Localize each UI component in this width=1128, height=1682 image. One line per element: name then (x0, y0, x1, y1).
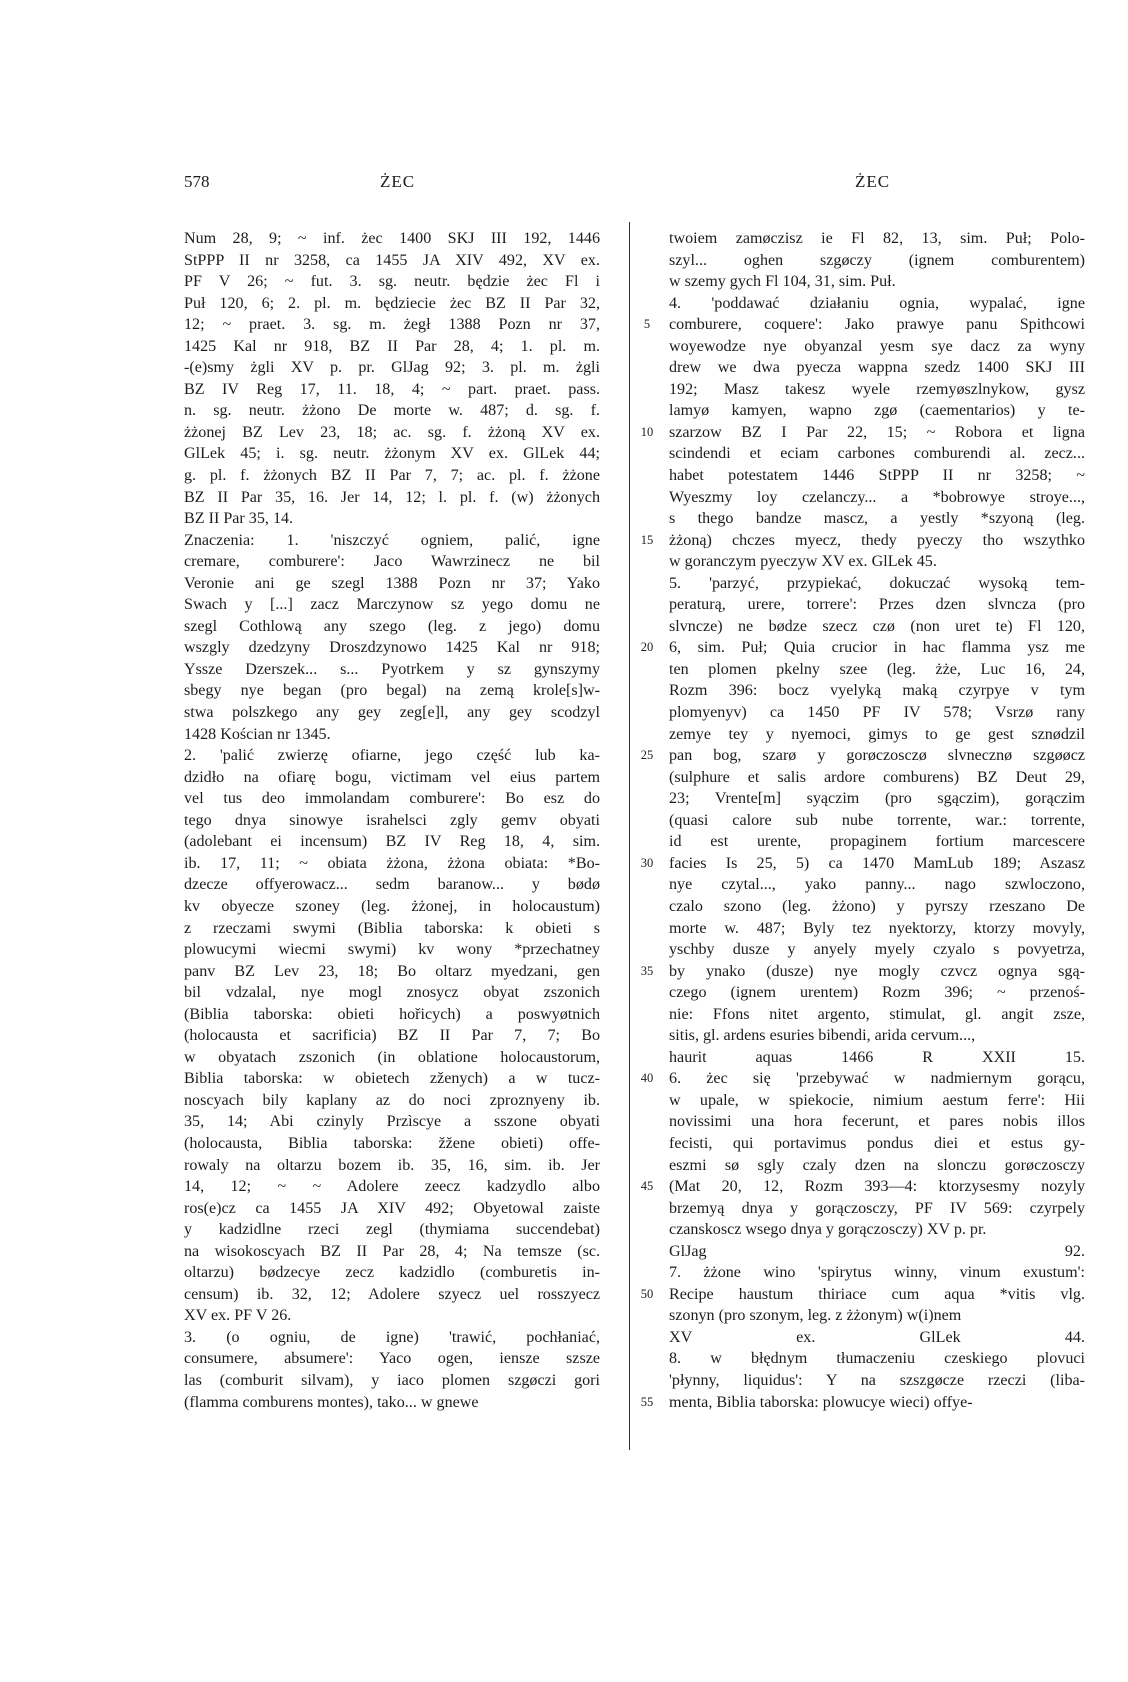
text-line: lamyø kamyen, wapno zgø (caementarios) y te- (669, 402, 1085, 420)
running-head-right: ŻEC (855, 172, 891, 191)
text-line: vel tus deo immolandam comburere': Bo esz do (184, 790, 600, 808)
text-line: ten plomen pkelny szee (leg. żże, Luc 16, 24, (669, 660, 1085, 678)
text-line: peraturą, urere, torrere': Przes dzen slvncza (pro (669, 596, 1085, 614)
text-line: (holocausta, Biblia taborska: žžene obieti) offe- (184, 1134, 600, 1152)
text-line: kv obyecze szoney (leg. żżonej, in holocaustum) (184, 897, 600, 915)
line-number: 15 (640, 532, 654, 547)
line-number: 20 (640, 640, 654, 655)
line-number: 50 (640, 1286, 654, 1301)
text-line: panv BZ Lev 23, 18; Bo oltarz myedzani, gen (184, 962, 600, 980)
right-column (669, 228, 1085, 1413)
line-number: 30 (640, 855, 654, 870)
text-line: 6. żec się 'przebywać w nadmiernym gorącu, (669, 1070, 1085, 1088)
text-line: wszgly dzedzyny Droszdzynowo 1425 Kal nr 918; (184, 639, 600, 657)
text-line: żżoną) chczes myecz, thedy pyeczy tho wszythko (669, 531, 1085, 549)
text-line: novissimi una hora fecerunt, et pares nobis illos (669, 1113, 1085, 1131)
text-line: pan bog, szarø y gorøczosczø slvnecznø szgøøcz (669, 747, 1085, 765)
text-line: (holocausta et sacrificia) BZ II Par 7, 7; Bo (184, 1027, 600, 1045)
text-line: 2. 'palić zwierzę ofiarne, jego część lub ka- (184, 747, 600, 765)
text-line: 35, 14; Abi czinyly Przìscye a sszone obyati (184, 1113, 600, 1131)
text-line: 'płynny, liquidus': Y na szszgøcze rzeczi (liba- (669, 1371, 1085, 1389)
text-line: 5. 'parzyć, przypiekać, dokuczać wysoką tem- (669, 574, 1085, 592)
text-line: 12; ~ praet. 3. sg. m. żegł 1388 Pozn nr 37, (184, 316, 600, 334)
text-line: sitis, gl. ardens esuries bibendi, arida cervum..., (669, 1027, 976, 1045)
text-line: zemye tey y nyemoci, gimys to ge gest sznødzil (669, 725, 1085, 743)
text-line: brzemyą dnya y gorączosczy, PF IV 569: czyrpely (669, 1199, 1085, 1217)
text-line: Recipe haustum thiriace cum aqua *vitis vlg. (669, 1285, 1085, 1303)
text-line: dzidło na ofiarę bogu, victimam vel eius partem (184, 768, 600, 786)
text-line: ros(e)cz ca 1455 JA XIV 492; Obyetowal zaiste (184, 1199, 600, 1217)
text-line: y kadzidlne rzeci zegl (thymiama succendebat) (184, 1221, 600, 1239)
text-line: 1425 Kal nr 918, BZ II Par 28, 4; 1. pl. m. (184, 337, 600, 355)
text-line: szonyn (pro szonym, leg. z żżonym) w(i)nem (669, 1307, 962, 1325)
text-line: -(e)smy żgli XV p. pr. GlJag 92; 3. pl. m. żgli (184, 359, 600, 377)
text-line: Veronie ani ge szegl 1388 Pozn nr 37; Yako (184, 574, 600, 592)
text-line: BZ II Par 35, 14. (184, 510, 294, 528)
text-line: dzecze offyerowacz... sedm baranow... y bødø (184, 876, 600, 894)
text-line: StPPP II nr 3258, ca 1455 JA XIV 492, XV ex. (184, 251, 600, 269)
text-line: cremare, comburere': Jaco Wawrzinecz ne bil (184, 553, 600, 571)
text-line: id est urente, propaginem fortium marcescere (669, 833, 1085, 851)
text-line: g. pl. f. żżonych BZ II Par 7, 7; ac. pl. f. żżone (184, 467, 600, 485)
text-line: PF V 26; ~ fut. 3. sg. neutr. będzie żec Fl i (184, 273, 600, 291)
text-line: 1428 Kościan nr 1345. (184, 725, 331, 743)
text-line: Yssze Dzerszek... s... Pyotrkem y sz gynszymy (184, 660, 600, 678)
text-line: Biblia taborska: w obietech zženych) a w tucz- (184, 1070, 600, 1088)
text-line: 6, sim. Puł; Quia crucior in hac flamma ysz me (669, 639, 1085, 657)
line-number: 5 (643, 317, 651, 332)
text-line: (adolebant ei incensum) BZ IV Reg 18, 4, sim. (184, 833, 600, 851)
text-line: woyewodze nye obyanzal yesm sye dacz za wyny (669, 337, 1085, 355)
text-line: stwa polszkego any gey zeg[e]l, any gey scodzyl (184, 704, 600, 722)
line-number: 25 (640, 748, 654, 763)
line-number: 35 (640, 963, 654, 978)
text-line: n. sg. neutr. żżono De morte w. 487; d. sg. f. (184, 402, 600, 420)
text-line: XV ex. PF V 26. (184, 1307, 292, 1325)
text-line: w upale, w spiekocie, nimium aestum ferre': Hii (669, 1091, 1085, 1109)
text-line: 8. w błędnym tłumaczeniu czeskiego plovuci (669, 1350, 1085, 1368)
text-line: tego dnya sinowye israhelsci zgly gemv obyati (184, 811, 600, 829)
text-line: (quasi calore sub nube torrente, war.: torrente, (669, 811, 1085, 829)
text-line: slvncze) ne bødze szecz czø (non uret te) Fl 120, (669, 617, 1085, 635)
text-line: czalo szono (leg. żżono) y pyrszy rzeszano De (669, 897, 1085, 915)
text-line: bil vdzalal, nye mogl znosycz obyat zszonich (184, 984, 600, 1002)
text-line: eszmi sø sgly czaly dzen na slonczu gorøczosczy (669, 1156, 1085, 1174)
text-line: Rozm 396: bocz vyelyką maką czyrpye v tym (669, 682, 1085, 700)
text-line: twoiem zamøczisz ie Fl 82, 13, sim. Puł; Polo- (669, 230, 1085, 247)
line-number: 45 (640, 1179, 654, 1194)
text-line: (Biblia taborska: obieti hořicych) a poswyøtnich (184, 1005, 600, 1023)
text-line: Puł 120, 6; 2. pl. m. będziecie żec BZ II Par 32, (184, 294, 600, 312)
line-number: 40 (640, 1071, 654, 1086)
text-line: sbegy nye began (pro begal) na zemą krole[s]w- (184, 682, 600, 700)
running-head-left: ŻEC (380, 172, 416, 191)
text-line: na wisokoscyach BZ II Par 28, 4; Na temsze (sc. (184, 1242, 600, 1260)
text-line: w szemy gych Fl 104, 31, sim. Puł. (669, 273, 896, 291)
text-line: szegl Cothlową any szego (leg. z jego) domu (184, 617, 600, 635)
text-line: (sulphure et salis ardore comburens) BZ Deut 29, (669, 768, 1085, 786)
text-line: by ynako (dusze) nye mogly czvcz ognya sgą- (669, 962, 1085, 980)
text-line: (Mat 20, 12, Rozm 393—4: ktorzysesmy nozyly (669, 1178, 1085, 1196)
text-line: 14, 12; ~ ~ Adolere zeecz kadzydlo albo (184, 1178, 600, 1196)
line-number: 55 (640, 1394, 654, 1409)
text-line: 7. żżone wino 'spirytus winny, vinum exustum': (669, 1264, 1085, 1282)
text-line: (flamma comburens montes), tako... w gnewe (184, 1393, 479, 1411)
text-line: censum) ib. 32, 12; Adolere szyecz uel rosszyecz (184, 1285, 600, 1303)
text-line: facies Is 25, 5) ca 1470 MamLub 189; Aszasz (669, 854, 1085, 872)
text-line: menta, Biblia taborska: plowucye wieci) offye- (669, 1393, 973, 1411)
text-line: 3. (o ogniu, de igne) 'trawić, pochłaniać, (184, 1328, 600, 1346)
text-line: yschby dusze y anyely myely czyalo s povyetrza, (669, 941, 1085, 959)
text-line: czanskoscz wsego dnya y gorączosczy) XV p. pr. (669, 1221, 987, 1239)
text-line: rowaly na oltarzu bozem ib. 35, 16, sim. ib. Jer (184, 1156, 600, 1174)
text-line: szyl... oghen szgøczy (ignem comburentem) (669, 251, 1085, 269)
text-line: 23; Vrente[m] syączim (pro sgączim), gorączim (669, 790, 1085, 808)
left-column (184, 228, 600, 1413)
text-line: GlLek 45; i. sg. neutr. żżonym XV ex. GlLek 44; (184, 445, 600, 463)
text-line: ib. 17, 11; ~ obiata żżona, żżona obiata: *Bo- (184, 854, 600, 872)
text-line: oltarzu) bødzecye zecz kadzidlo (comburetis in- (184, 1264, 600, 1282)
text-line: w obyatach zszonich (in oblatione holocaustorum, (184, 1048, 600, 1066)
text-line: drew we dwa pyecza wappna szedz 1400 SKJ III (669, 359, 1085, 377)
text-line: fecisti, qui portavimus pondus diei et estus gy- (669, 1134, 1085, 1152)
page-number: 578 (184, 172, 210, 191)
text-line: noscyach bily kaplany az do noci zproznyeny ib. (184, 1091, 600, 1109)
line-number: 10 (640, 424, 654, 439)
text-line: morte w. 487; Byly tez nyektorzy, ktorzy movyly, (669, 919, 1085, 937)
text-line: żżonej BZ Lev 23, 18; ac. sg. f. żżoną XV ex. (184, 423, 600, 441)
text-line: plomyenyv) ca 1450 PF IV 578; Vsrzø rany (669, 704, 1085, 722)
text-line: s thego bandze mascz, a yestly *szyoną (leg. (669, 510, 1085, 528)
text-line: BZ IV Reg 17, 11. 18, 4; ~ part. praet. pass. (184, 380, 600, 398)
text-line: Swach y [...] zacz Marczynow sz yego domu ne (184, 596, 600, 614)
text-line: Znaczenia: 1. 'niszczyć ogniem, palić, igne (184, 531, 600, 549)
text-line: 4. 'poddawać działaniu ognia, wypalać, igne (669, 294, 1085, 312)
text-line: habet potestatem 1446 StPPP II nr 3258; ~ (669, 467, 1085, 485)
text-line: comburere, coquere': Jako prawye panu Spithcowi (669, 316, 1085, 334)
text-line: nie: Ffons nitet argento, stimulat, gl. angit zsze, (669, 1005, 1085, 1023)
text-line: czego (ignem urentem) Rozm 396; ~ przenoś- (669, 984, 1085, 1002)
text-line: XV ex. GlLek 44. (669, 1328, 1085, 1346)
text-line: scindendi et eciam carbones comburendi al. zecz... (669, 445, 1085, 463)
text-line: consumere, absumere': Yaco ogen, iensze szsze (184, 1350, 600, 1368)
text-line: las (comburit silvam), y iaco plomen szgøczi gori (184, 1371, 600, 1389)
text-line: Num 28, 9; ~ inf. żec 1400 SKJ III 192, 1446 (184, 230, 600, 247)
text-line: haurit aquas 1466 R XXII 15. (669, 1048, 1085, 1066)
text-line: BZ II Par 35, 16. Jer 14, 12; l. pl. f. (w) żżonych (184, 488, 600, 506)
text-line: Wyeszmy loy czelanczy... a *bobrowye stroye..., (669, 488, 1085, 506)
text-line: nye czytal..., yako panny... nago szwloczono, (669, 876, 1085, 894)
text-line: GlJag 92. (669, 1242, 1085, 1260)
text-line: w goranczym pyeczyw XV ex. GlLek 45. (669, 553, 937, 571)
column-rule (629, 222, 630, 1450)
text-line: szarzow BZ I Par 22, 15; ~ Robora et ligna (669, 423, 1085, 441)
text-line: z rzeczami swymi (Biblia taborska: k obieti s (184, 919, 600, 937)
text-line: plowucymi wiecmi swymi) kv wony *przechatney (184, 941, 600, 959)
text-line: 192; Masz takesz wyele rzemyøszlnykow, gysz (669, 380, 1085, 398)
